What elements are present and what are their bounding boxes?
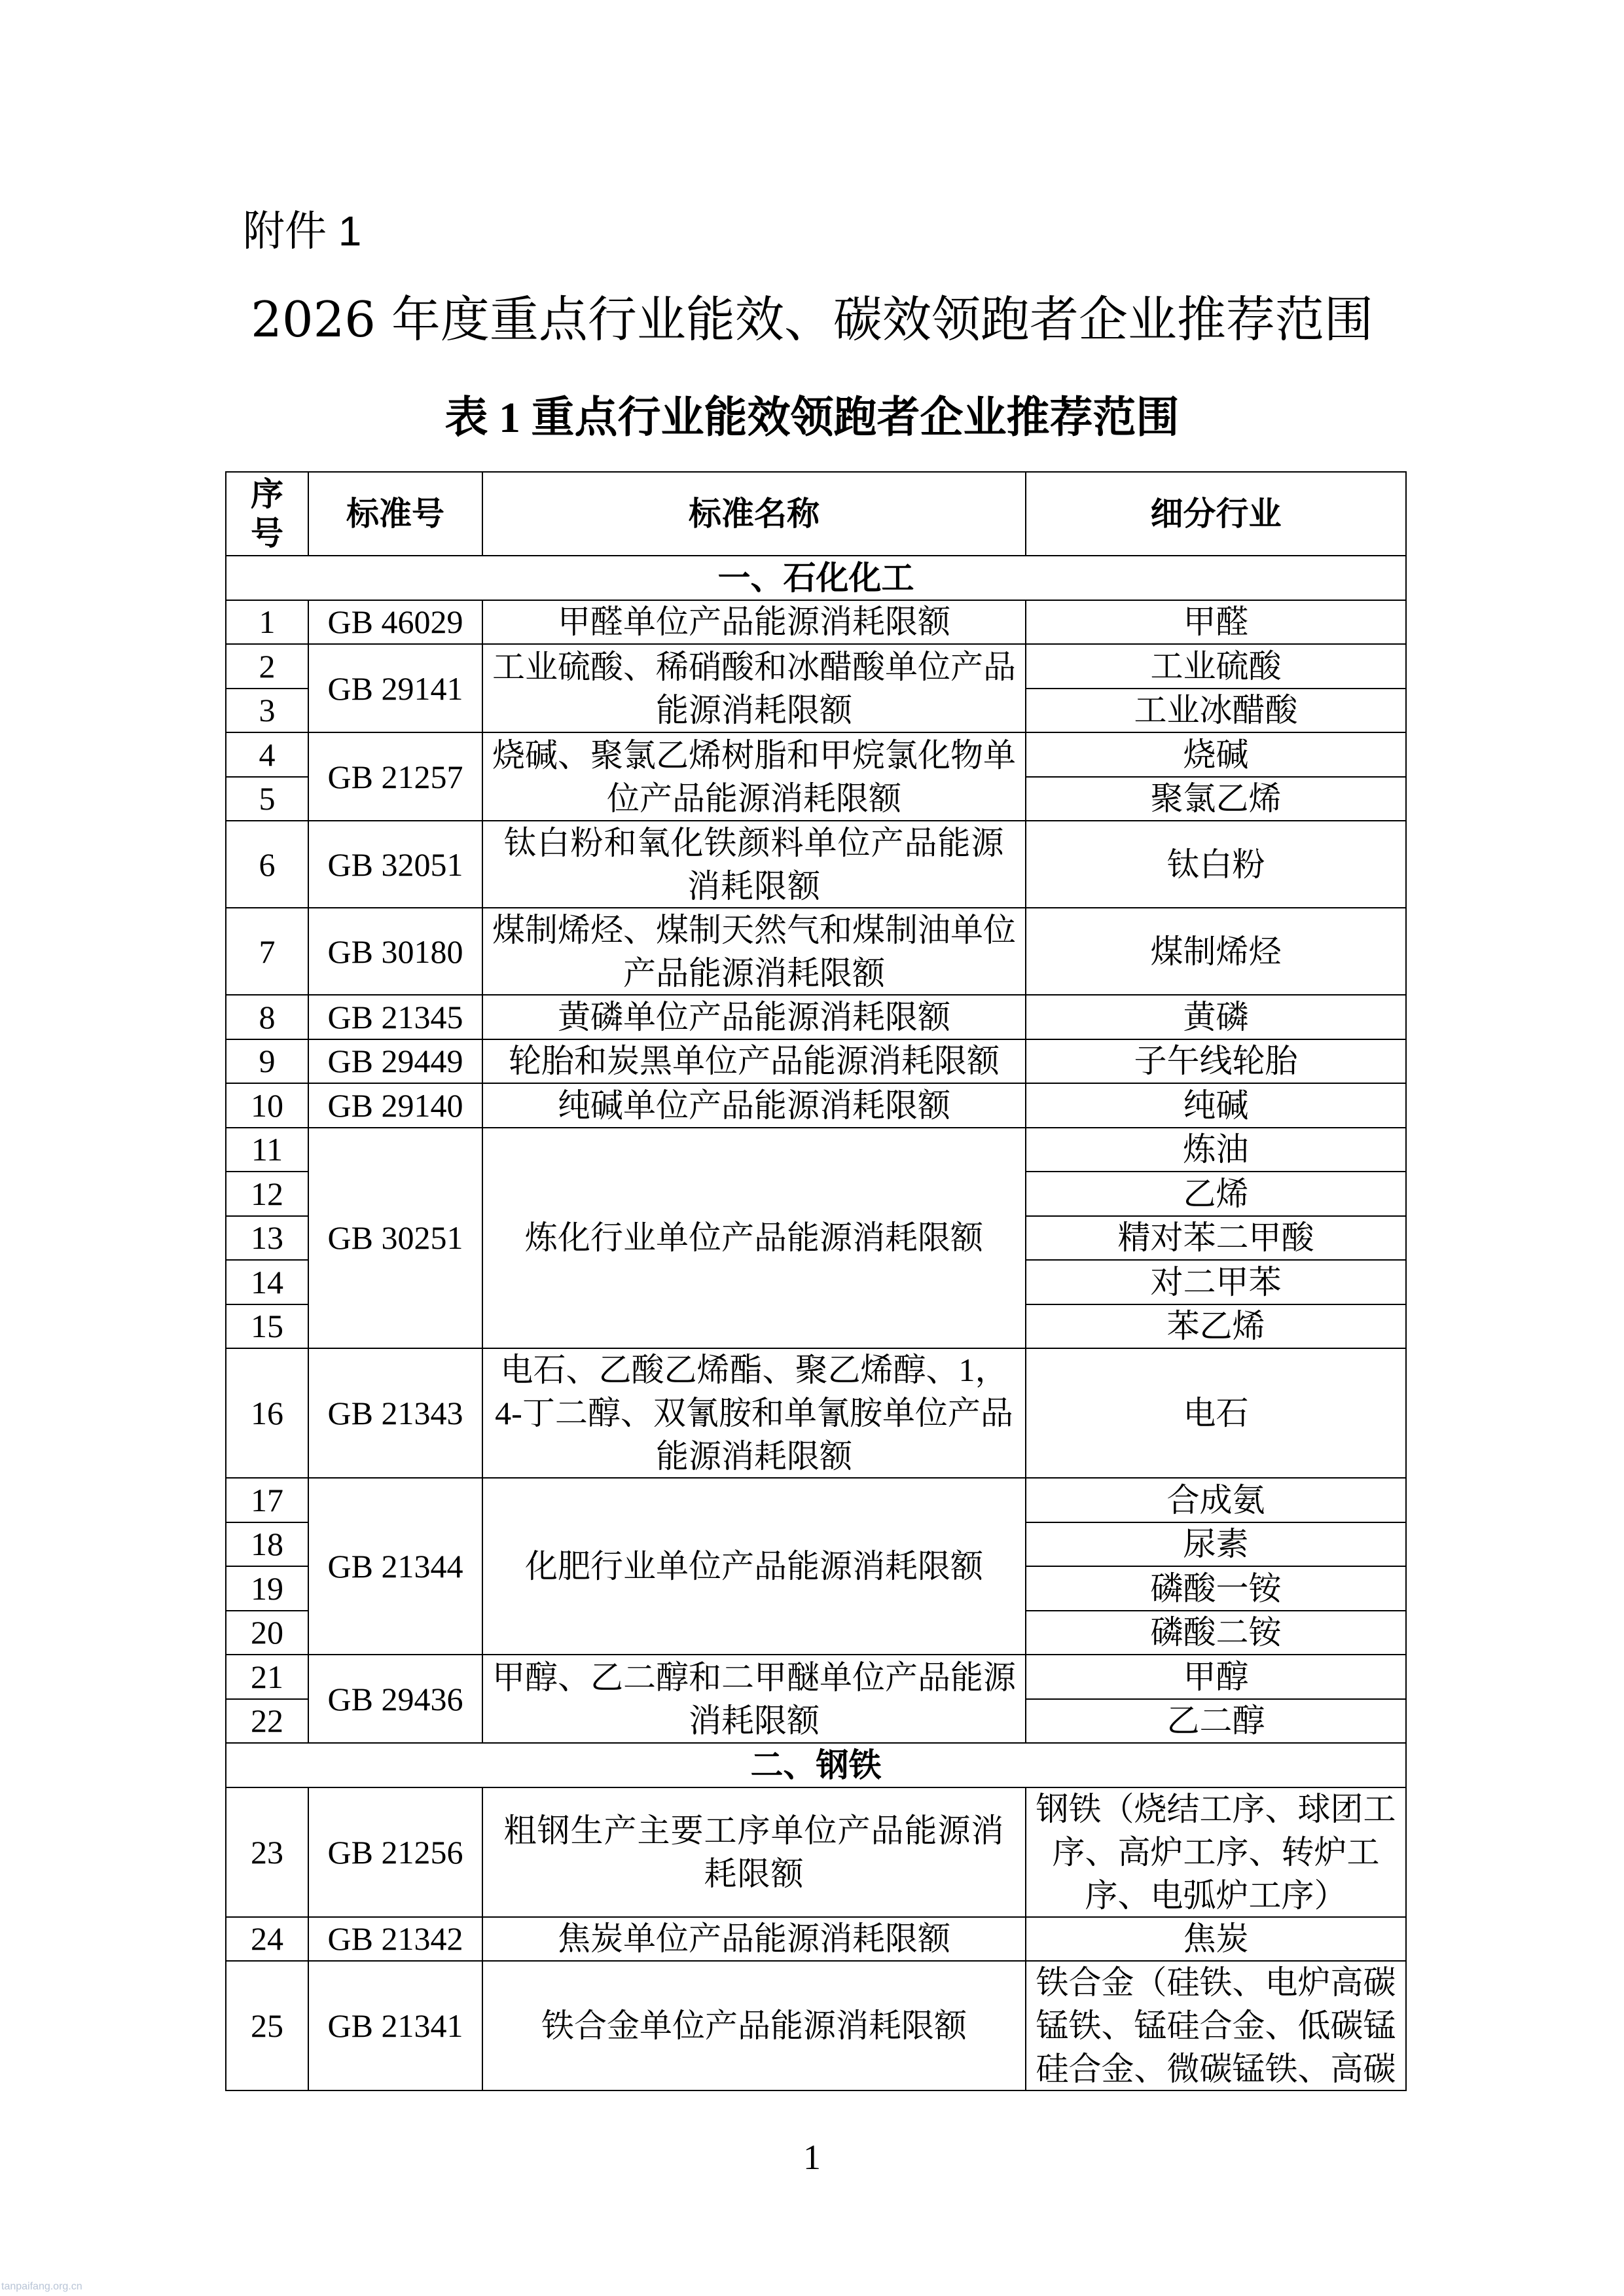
standard-number: GB 21257 bbox=[309, 733, 483, 821]
standard-name: 烧碱、聚氯乙烯树脂和甲烷氯化物单位产品能源消耗限额 bbox=[483, 733, 1026, 821]
standard-number: GB 21345 bbox=[309, 996, 483, 1040]
sub-industry: 焦炭 bbox=[1026, 1918, 1407, 1962]
sub-industry: 尿素 bbox=[1026, 1523, 1407, 1568]
serial-number: 20 bbox=[226, 1611, 309, 1656]
recommendation-scope-table bbox=[225, 471, 1407, 2091]
section-title-steel: 二、钢铁 bbox=[226, 1744, 1407, 1788]
sub-industry: 煤制烯烃 bbox=[1026, 908, 1407, 996]
table-caption: 表 1 重点行业能效领跑者企业推荐范围 bbox=[444, 394, 1180, 442]
sub-industry: 电石 bbox=[1026, 1349, 1407, 1479]
standard-name: 电石、乙酸乙烯酯、聚乙烯醇、1，4-丁二醇、双氰胺和单氰胺单位产品能源消耗限额 bbox=[483, 1349, 1026, 1479]
serial-number: 2 bbox=[226, 645, 309, 689]
sub-industry: 苯乙烯 bbox=[1026, 1305, 1407, 1350]
serial-number: 13 bbox=[226, 1217, 309, 1261]
sub-industry: 黄磷 bbox=[1026, 996, 1407, 1040]
serial-number: 18 bbox=[226, 1523, 309, 1568]
serial-number: 21 bbox=[226, 1655, 309, 1700]
standard-number: GB 30251 bbox=[309, 1128, 483, 1350]
sub-industry: 子午线轮胎 bbox=[1026, 1040, 1407, 1085]
serial-number: 6 bbox=[226, 821, 309, 908]
sub-industry: 炼油 bbox=[1026, 1128, 1407, 1173]
standard-name: 粗钢生产主要工序单位产品能源消耗限额 bbox=[483, 1788, 1026, 1918]
sub-industry: 纯碱 bbox=[1026, 1084, 1407, 1128]
serial-number: 7 bbox=[226, 908, 309, 996]
serial-number: 16 bbox=[226, 1349, 309, 1479]
standard-number: GB 32051 bbox=[309, 821, 483, 908]
sub-industry: 乙二醇 bbox=[1026, 1700, 1407, 1744]
standard-number: GB 30180 bbox=[309, 908, 483, 996]
sub-industry: 对二甲苯 bbox=[1026, 1261, 1407, 1305]
sub-industry: 磷酸二铵 bbox=[1026, 1611, 1407, 1656]
standard-number: GB 21256 bbox=[309, 1788, 483, 1918]
serial-number: 22 bbox=[226, 1700, 309, 1744]
header-standard-number: 标准号 bbox=[309, 473, 483, 556]
serial-number: 24 bbox=[226, 1918, 309, 1962]
serial-number: 8 bbox=[226, 996, 309, 1040]
serial-number: 12 bbox=[226, 1172, 309, 1217]
standard-name: 工业硫酸、稀硝酸和冰醋酸单位产品能源消耗限额 bbox=[483, 645, 1026, 733]
standard-name: 铁合金单位产品能源消耗限额 bbox=[483, 1962, 1026, 2091]
serial-number: 9 bbox=[226, 1040, 309, 1085]
standard-name: 甲醛单位产品能源消耗限额 bbox=[483, 601, 1026, 645]
standard-name: 钛白粉和氧化铁颜料单位产品能源消耗限额 bbox=[483, 821, 1026, 908]
sub-industry: 钛白粉 bbox=[1026, 821, 1407, 908]
standard-name: 焦炭单位产品能源消耗限额 bbox=[483, 1918, 1026, 1962]
standard-number: GB 29141 bbox=[309, 645, 483, 733]
serial-number: 10 bbox=[226, 1084, 309, 1128]
standard-number: GB 29436 bbox=[309, 1655, 483, 1744]
sub-industry: 甲醛 bbox=[1026, 601, 1407, 645]
standard-name: 纯碱单位产品能源消耗限额 bbox=[483, 1084, 1026, 1128]
sub-industry: 铁合金（硅铁、电炉高碳锰铁、锰硅合金、低碳锰硅合金、微碳锰铁、高碳 bbox=[1026, 1962, 1407, 2091]
standard-name: 轮胎和炭黑单位产品能源消耗限额 bbox=[483, 1040, 1026, 1085]
sub-industry: 聚氯乙烯 bbox=[1026, 778, 1407, 822]
serial-number: 17 bbox=[226, 1479, 309, 1523]
watermark: tanpaifang.org.cn bbox=[1, 2281, 82, 2292]
serial-number: 5 bbox=[226, 778, 309, 822]
header-sub-industry: 细分行业 bbox=[1026, 473, 1407, 556]
standard-number: GB 29449 bbox=[309, 1040, 483, 1085]
sub-industry: 磷酸一铵 bbox=[1026, 1567, 1407, 1611]
serial-number: 11 bbox=[226, 1128, 309, 1173]
document-title: 2026 年度重点行业能效、碳效领跑者企业推荐范围 bbox=[251, 291, 1373, 348]
standard-number: GB 21343 bbox=[309, 1349, 483, 1479]
sub-industry: 甲醇 bbox=[1026, 1655, 1407, 1700]
standard-name: 炼化行业单位产品能源消耗限额 bbox=[483, 1128, 1026, 1350]
serial-number: 19 bbox=[226, 1567, 309, 1611]
sub-industry: 烧碱 bbox=[1026, 733, 1407, 778]
page-number: 1 bbox=[803, 2138, 821, 2177]
sub-industry: 钢铁（烧结工序、球团工序、高炉工序、转炉工序、电弧炉工序） bbox=[1026, 1788, 1407, 1918]
standard-number: GB 21342 bbox=[309, 1918, 483, 1962]
serial-number: 15 bbox=[226, 1305, 309, 1350]
standard-name: 甲醇、乙二醇和二甲醚单位产品能源消耗限额 bbox=[483, 1655, 1026, 1744]
standard-number: GB 21341 bbox=[309, 1962, 483, 2091]
standard-number: GB 46029 bbox=[309, 601, 483, 645]
standard-name: 化肥行业单位产品能源消耗限额 bbox=[483, 1479, 1026, 1655]
header-serial-number: 序号 bbox=[226, 473, 309, 556]
sub-industry: 精对苯二甲酸 bbox=[1026, 1217, 1407, 1261]
header-standard-name: 标准名称 bbox=[483, 473, 1026, 556]
serial-number: 25 bbox=[226, 1962, 309, 2091]
sub-industry: 工业冰醋酸 bbox=[1026, 689, 1407, 734]
serial-number: 14 bbox=[226, 1261, 309, 1305]
serial-number: 23 bbox=[226, 1788, 309, 1918]
standard-number: GB 21344 bbox=[309, 1479, 483, 1655]
sub-industry: 合成氨 bbox=[1026, 1479, 1407, 1523]
standard-name: 煤制烯烃、煤制天然气和煤制油单位产品能源消耗限额 bbox=[483, 908, 1026, 996]
serial-number: 3 bbox=[226, 689, 309, 734]
attachment-label: 附件 1 bbox=[243, 207, 362, 255]
serial-number: 4 bbox=[226, 733, 309, 778]
serial-number: 1 bbox=[226, 601, 309, 645]
sub-industry: 乙烯 bbox=[1026, 1172, 1407, 1217]
sub-industry: 工业硫酸 bbox=[1026, 645, 1407, 689]
standard-name: 黄磷单位产品能源消耗限额 bbox=[483, 996, 1026, 1040]
standard-number: GB 29140 bbox=[309, 1084, 483, 1128]
section-title-petrochemical: 一、石化化工 bbox=[226, 556, 1407, 601]
